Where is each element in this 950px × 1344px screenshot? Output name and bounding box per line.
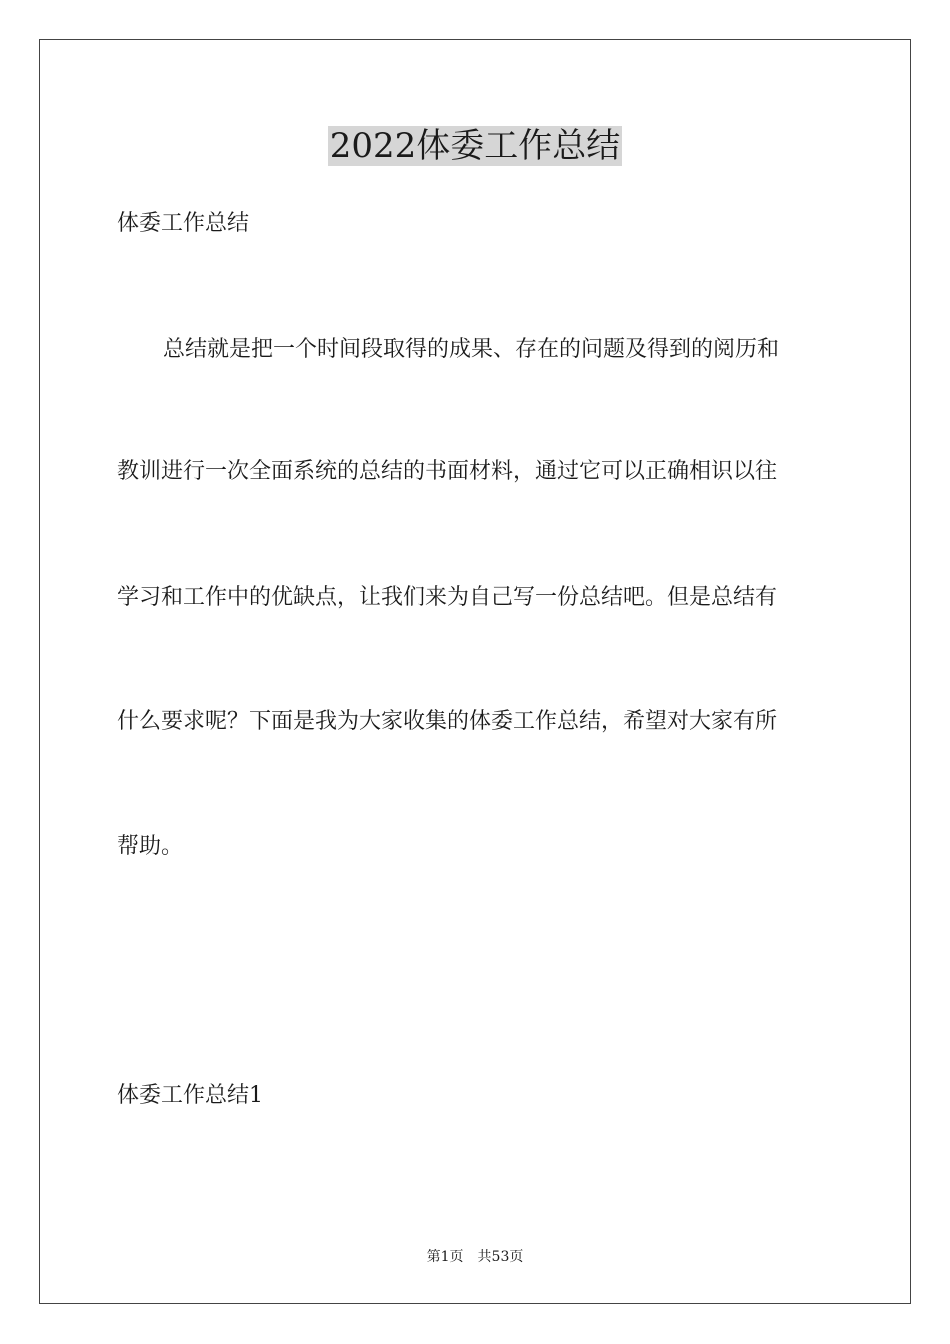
section-heading: 体委工作总结1 — [117, 1083, 263, 1108]
paragraph-line: 总结就是把一个时间段取得的成果、存在的问题及得到的阅历和 — [163, 337, 780, 362]
paragraph-line: 学习和工作中的优缺点，让我们来为自己写一份总结吧。但是总结有 — [117, 585, 778, 610]
paragraph-line: 帮助。 — [117, 834, 184, 859]
document-title — [0, 122, 950, 170]
document-title-text: 2022体委工作总结 — [329, 126, 621, 166]
page-footer: 第1页 共53页 — [426, 1249, 524, 1265]
paragraph-line: 什么要求呢？下面是我为大家收集的体委工作总结，希望对大家有所 — [117, 709, 778, 734]
paragraph-line: 教训进行一次全面系统的总结的书面材料，通过它可以正确相识以往 — [117, 459, 778, 484]
intro-heading: 体委工作总结 — [117, 211, 250, 236]
